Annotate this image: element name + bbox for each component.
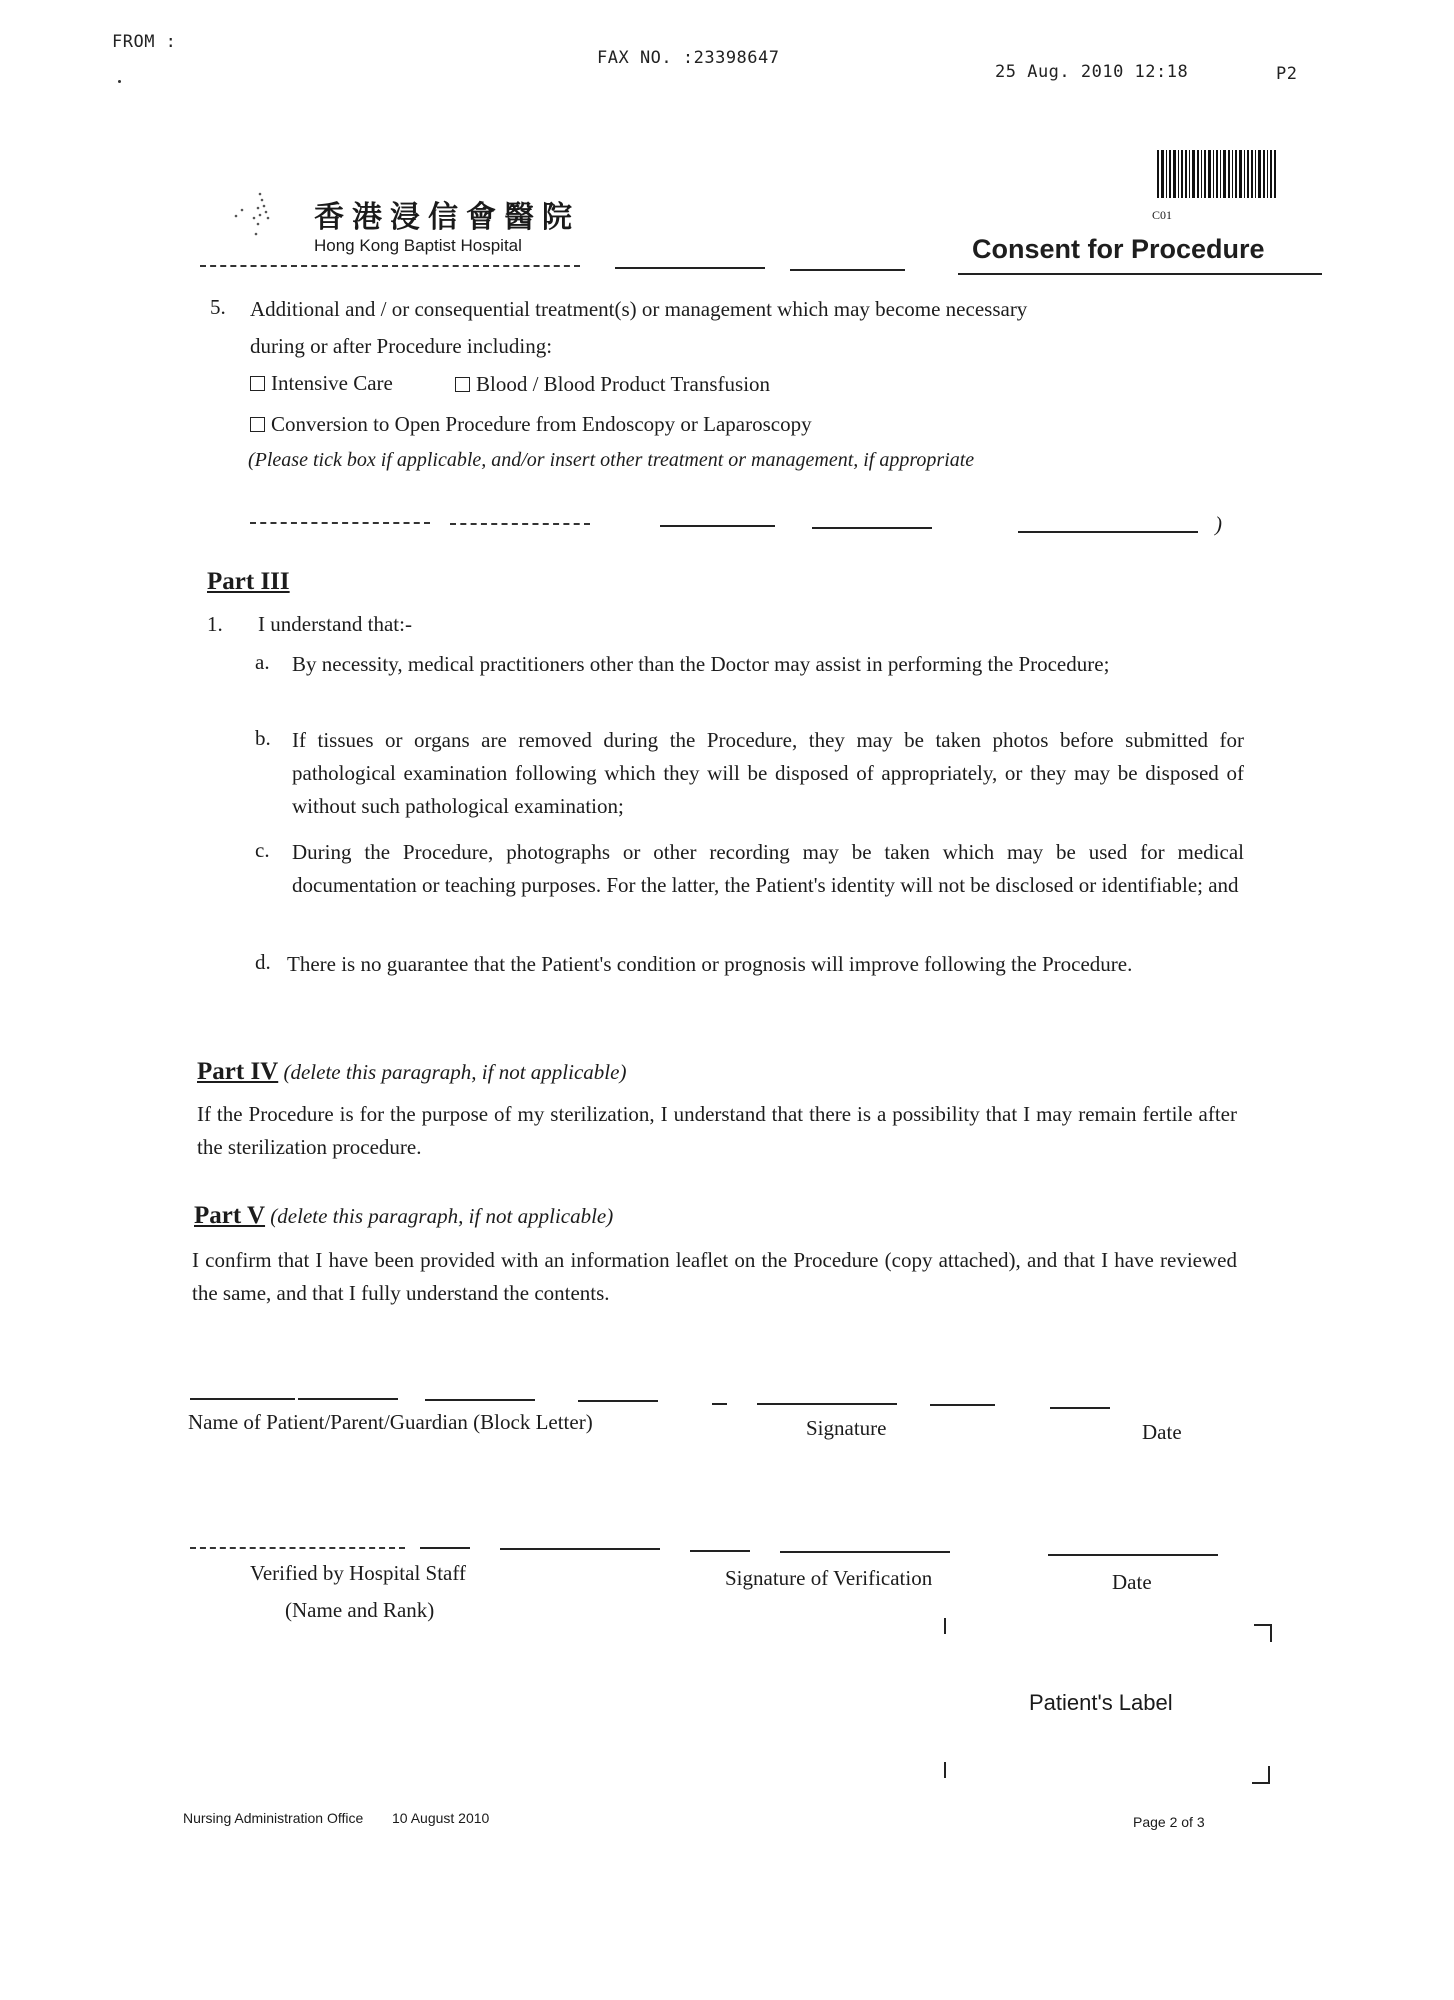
item5-number: 5. — [210, 295, 226, 319]
speck — [118, 80, 121, 83]
header-divider — [958, 273, 1322, 275]
patient-name-line[interactable] — [425, 1399, 535, 1401]
verified-staff-line[interactable] — [500, 1548, 660, 1550]
label-box-corner-bl — [944, 1762, 946, 1778]
part3-intro: I understand that:- — [258, 612, 412, 636]
verified-staff-line[interactable] — [420, 1547, 470, 1549]
part3-item-c: During the Procedure, photographs or other recording may be taken which may be used for medical documentation or teaching purposes. For the latter, the Patient's identity will not be disclosed or identifiable; and — [292, 840, 1244, 897]
hospital-logo-icon — [220, 188, 280, 248]
part4-note: (delete this paragraph, if not applicable) — [283, 1060, 627, 1084]
intensive-care-checkbox[interactable] — [250, 376, 265, 391]
barcode — [1157, 150, 1278, 198]
fax-number: FAX NO. :23398647 — [597, 48, 780, 68]
other-treatment-line[interactable] — [1018, 531, 1198, 533]
patient-name-label: Name of Patient/Parent/Guardian (Block Letter) — [188, 1410, 593, 1434]
option-label: Intensive Care — [271, 371, 393, 395]
other-treatment-line[interactable] — [812, 527, 932, 529]
verification-date-line[interactable] — [1048, 1554, 1218, 1556]
signature-label: Signature — [806, 1416, 887, 1440]
label-box-corner-br — [1252, 1766, 1270, 1784]
closing-paren: ) — [1215, 512, 1222, 536]
patient-name-line[interactable] — [578, 1400, 658, 1402]
part3-letter-a: a. — [255, 650, 270, 674]
form-title: Consent for Procedure — [972, 234, 1265, 264]
part4-heading — [197, 1058, 626, 1086]
part3-item-number: 1. — [207, 612, 223, 636]
fax-page: P2 — [1276, 64, 1298, 84]
verification-signature-line[interactable] — [690, 1550, 750, 1552]
label-box-corner-tr — [1254, 1624, 1272, 1642]
signature-line[interactable] — [930, 1404, 995, 1406]
option-blood-transfusion[interactable] — [455, 372, 770, 397]
fax-datetime: 25 Aug. 2010 12:18 — [995, 62, 1189, 82]
hospital-name-chinese: 香港浸信會醫院 — [314, 201, 580, 234]
option-conversion-open-procedure[interactable] — [250, 412, 812, 437]
patient-label-text: Patient's Label — [1029, 1690, 1173, 1715]
label-box-corner-tl — [944, 1618, 946, 1634]
item5-text-line2: during or after Procedure including: — [250, 334, 553, 358]
part5-heading — [194, 1202, 613, 1230]
option-label: Blood / Blood Product Transfusion — [476, 372, 771, 396]
verification-date-label: Date — [1112, 1570, 1152, 1594]
part4-text: If the Procedure is for the purpose of my sterilization, I understand that there is a possibility that I may remain fertile after the sterilization procedure. — [197, 1102, 1237, 1159]
conversion-checkbox[interactable] — [250, 417, 265, 432]
option-label: Conversion to Open Procedure from Endoscopy or Laparoscopy — [271, 412, 812, 436]
part3-item-b: If tissues or organs are removed during the Procedure, they may be taken photos before submitted for pathological examination following which they will be disposed of appropriately, or they may be disposed of without such pathological examination; — [292, 728, 1244, 818]
verified-name-rank-label: (Name and Rank) — [285, 1598, 435, 1622]
part5-note: (delete this paragraph, if not applicable) — [270, 1204, 614, 1228]
verification-signature-label: Signature of Verification — [725, 1566, 933, 1590]
patient-name-line[interactable] — [190, 1398, 295, 1400]
part3-item-d: There is no guarantee that the Patient's condition or prognosis will improve following the Procedure. — [287, 952, 1133, 976]
item5-text-line1: Additional and / or consequential treatment(s) or management which may become necessary — [250, 297, 1028, 321]
verification-signature-line[interactable] — [780, 1551, 950, 1553]
footer-date: 10 August 2010 — [392, 1810, 490, 1826]
part3-letter-d: d. — [255, 950, 271, 974]
item5-instruction: (Please tick box if applicable, and/or insert other treatment or management, if appropriate — [248, 449, 975, 471]
part3-title: Part III — [207, 568, 290, 595]
date-label: Date — [1142, 1420, 1182, 1444]
patient-name-line[interactable] — [298, 1398, 398, 1400]
header-divider — [615, 267, 765, 269]
part3-letter-c: c. — [255, 838, 270, 862]
hospital-name-english: Hong Kong Baptist Hospital — [314, 236, 522, 255]
form-code: C01 — [1152, 208, 1173, 222]
footer-office: Nursing Administration Office — [183, 1810, 364, 1826]
part3-item-a: By necessity, medical practitioners other than the Doctor may assist in performing the Procedure; — [292, 652, 1110, 676]
verified-by-label: Verified by Hospital Staff — [250, 1561, 466, 1585]
part5-title: Part V — [194, 1202, 266, 1229]
part5-text: I confirm that I have been provided with an information leaflet on the Procedure (copy attached), and that I have reviewed the same, and that I fully understand the contents. — [192, 1248, 1237, 1305]
other-treatment-line[interactable] — [250, 522, 430, 524]
part3-letter-b: b. — [255, 726, 271, 750]
part4-title: Part IV — [197, 1058, 279, 1085]
fax-from-label: FROM : — [112, 32, 177, 52]
other-treatment-line[interactable] — [450, 523, 590, 525]
footer-page: Page 2 of 3 — [1133, 1814, 1205, 1830]
option-intensive-care[interactable] — [250, 371, 393, 396]
other-treatment-line[interactable] — [660, 525, 775, 527]
header-divider — [200, 265, 580, 267]
signature-line[interactable] — [712, 1403, 727, 1405]
blood-transfusion-checkbox[interactable] — [455, 377, 470, 392]
verified-staff-line[interactable] — [190, 1547, 405, 1549]
signature-line[interactable] — [757, 1403, 897, 1405]
date-line[interactable] — [1050, 1407, 1110, 1409]
header-divider — [790, 269, 905, 271]
